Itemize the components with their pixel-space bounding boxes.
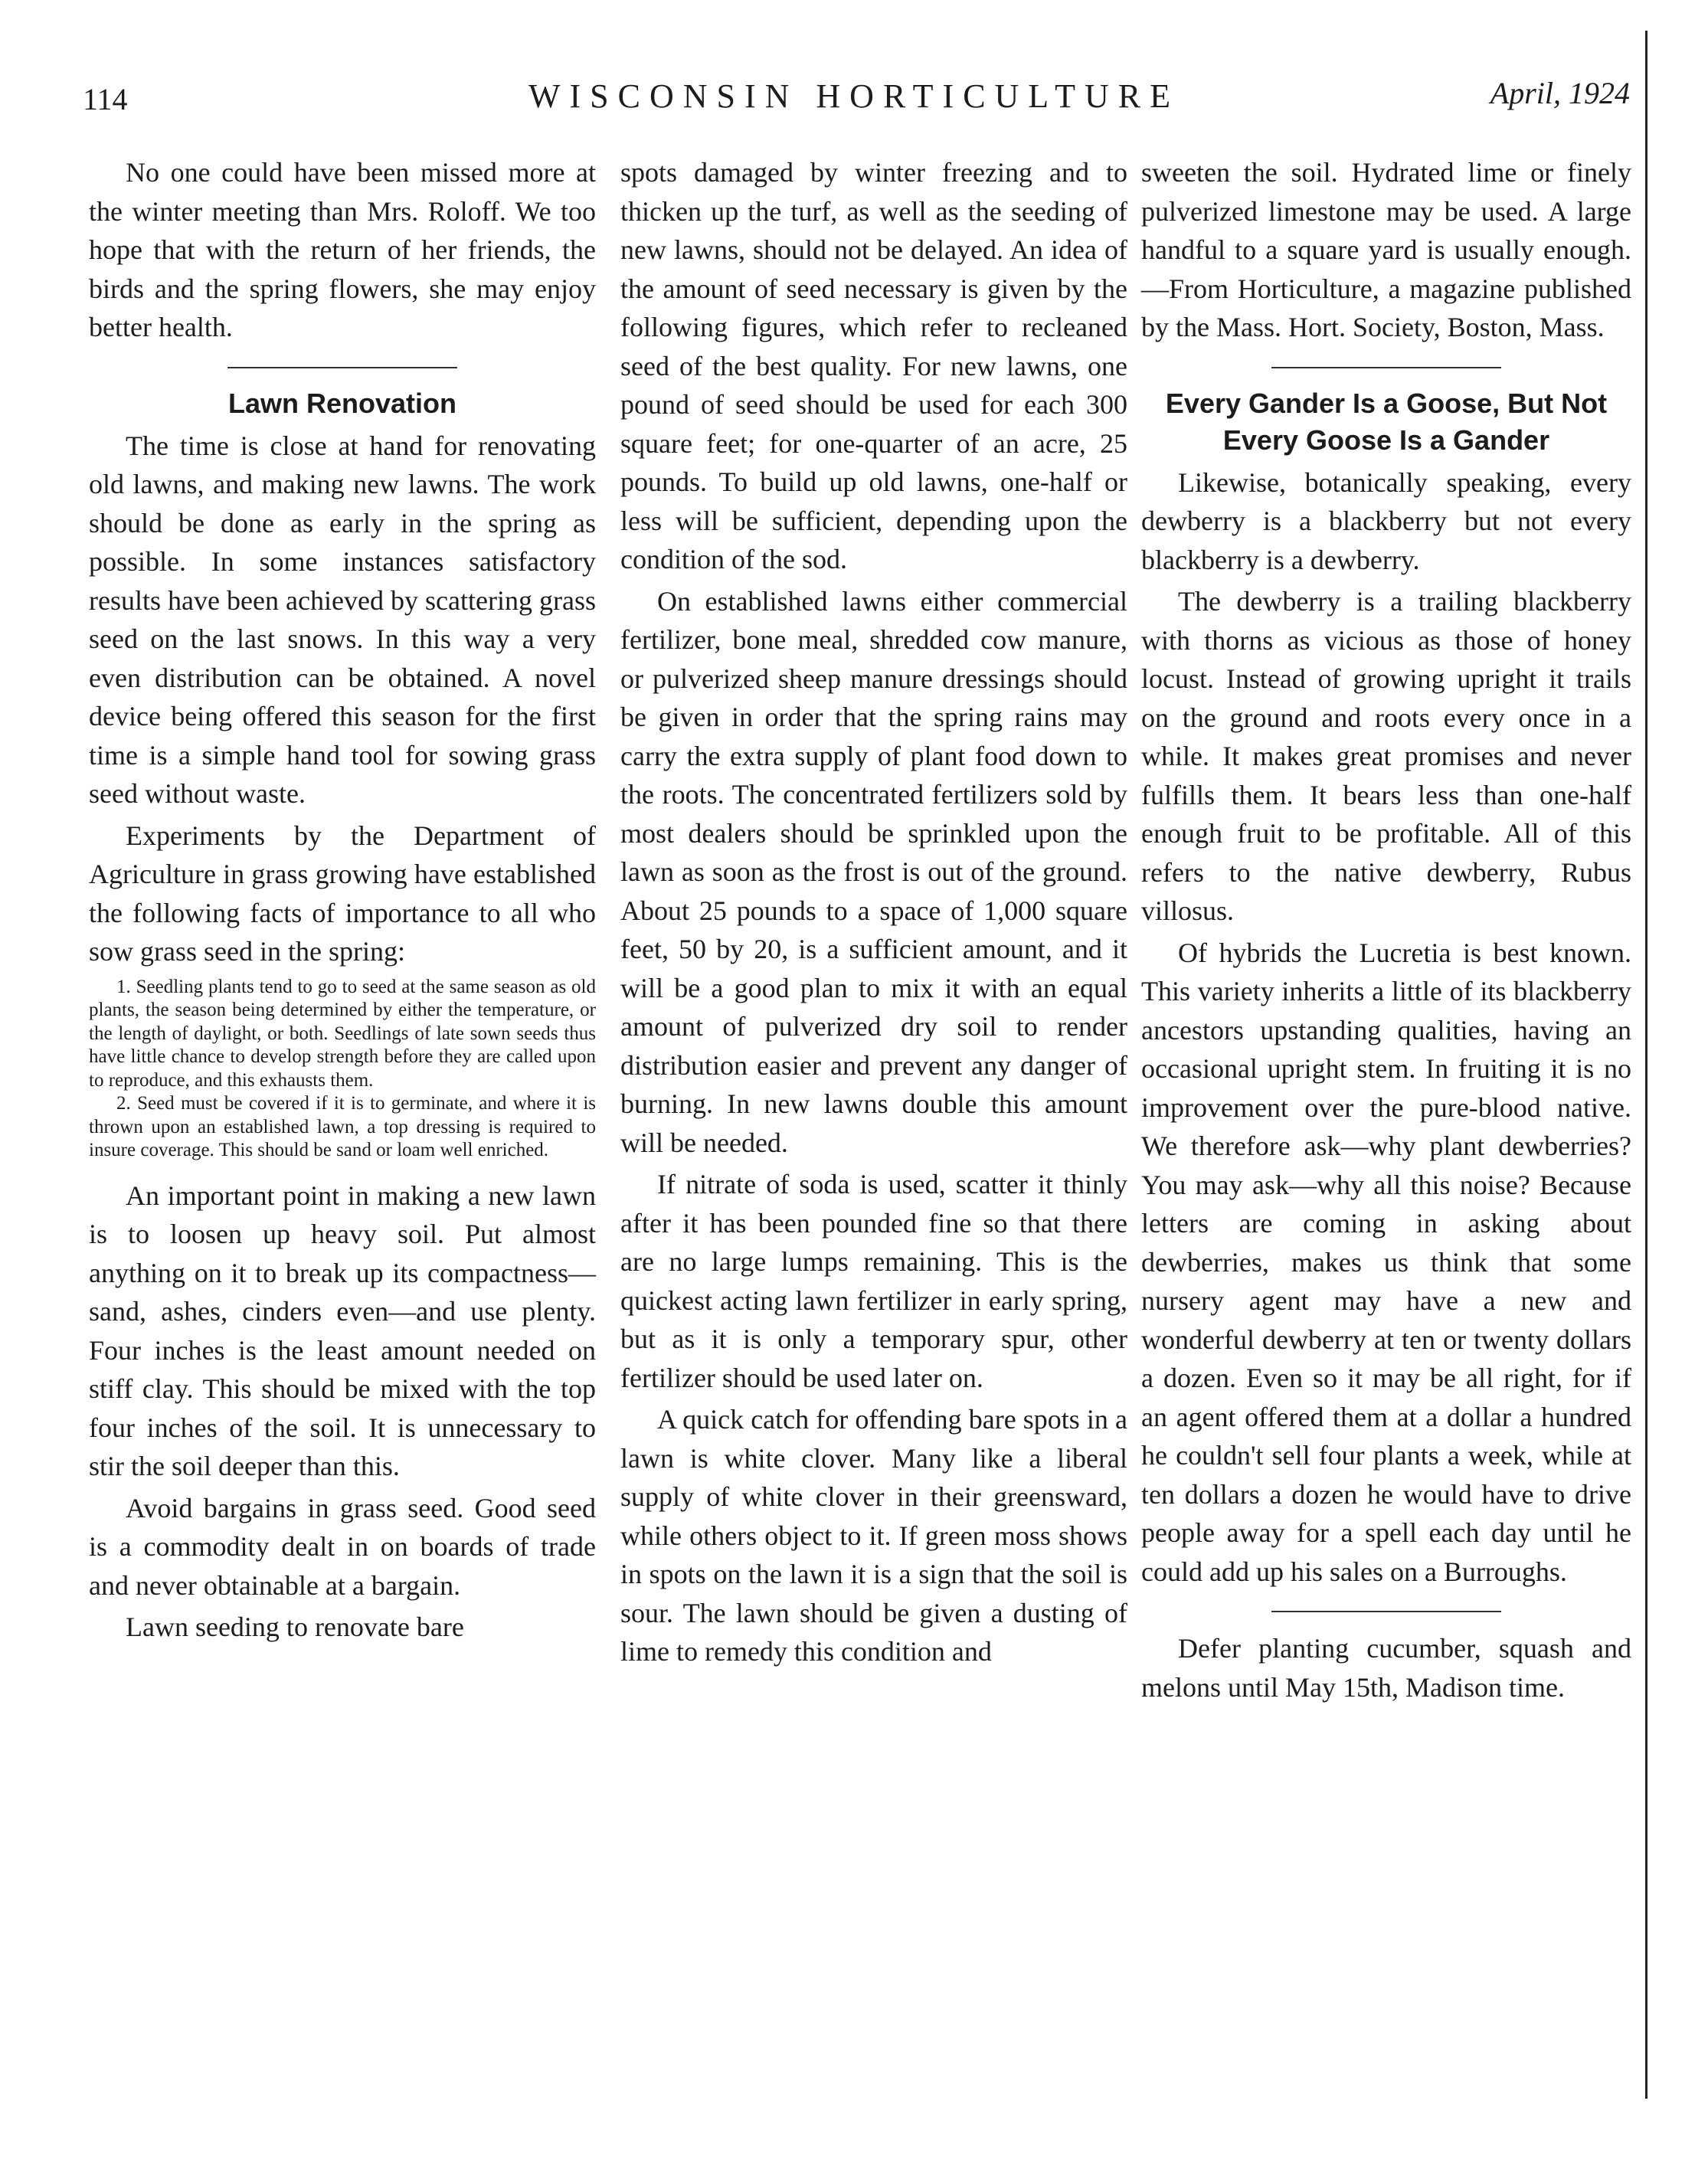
page-number: 114 — [83, 82, 128, 116]
lawn-paragraph-1: The time is close at hand for renovating old lawns, and making new lawns. The work should be done as early in the spring as possible. In some instances satisfactory results have been achieved by scattering grass seed on the last snows. In this way a very even distribution can be obtained. A novel device being offered this season for the first time is a simple hand tool for sowing grass seed without waste. — [89, 430, 596, 809]
section-divider — [1271, 1611, 1501, 1612]
column-2 — [620, 153, 1127, 1674]
column-3 — [1141, 153, 1631, 1710]
lawn-paragraph-7: On established lawns either commercial fertilizer, bone meal, shredded cow manure, or pulverized sheep manure dressings should be given in order that the spring rains may carry the extra supply of plant food down to the roots. The concentrated fertilizers sold by most dealers should be sprinkled upon the lawn as soon as the frost is out of the ground. About 25 pounds to a space of 1,000 square feet, 50 by 20, is a sufficient amount, and it will be a good plan to mix it with an equal amount of pulverized dry soil to render distribution easier and prevent any danger of burning. In new lawns double this amount will be needed. — [620, 585, 1127, 1158]
lawn-paragraph-9: A quick catch for offending bare spots in a lawn is white clover. Many like a liberal supply of white clover in their greensward, while others object to it. If green moss shows in spots on the lawn it is a sign that the soil is sour. The lawn should be given a dusting of lime to remedy this condition and — [620, 1404, 1127, 1667]
right-margin-rule — [1645, 31, 1647, 2099]
lawn-paragraph-4: Avoid bargains in grass seed. Good seed is a commodity dealt in on boards of trade and never obtainable at a bargain. — [89, 1492, 596, 1601]
planting-note: Defer planting cucumber, squash and melons until May 15th, Madison time. — [1141, 1633, 1631, 1703]
experiment-notes — [89, 976, 596, 1163]
lawn-paragraph-3: An important point in making a new lawn is to loosen up heavy soil. Put almost anything on it to break up its compactness—sand, ashes, cinders even—and use plenty. Four inches is the least amount needed on stiff clay. This should be mixed with the top four inches of the soil. It is unnecessary to stir the soil deeper than this. — [89, 1180, 596, 1481]
dewberry-paragraph-2: The dewberry is a trailing blackberry with thorns as vicious as those of honey locust. Instead of growing upright it trails on the ground and roots every once in a while. It makes great promises and never fulfills them. It bears less than one-half enough fruit to be profitable. All of this refers to the native dewberry, Rubus villosus. — [1141, 586, 1631, 926]
roloff-paragraph: No one could have been missed more at the winter meeting than Mrs. Roloff. We too hope that with the return of her friends, the birds and the spring flowers, she may enjoy better health. — [89, 157, 596, 342]
experiment-note-2: 2. Seed must be covered if it is to germinate, and where it is thrown upon an established lawn, a top dressing is required to insure coverage. This should be sand or loam well enriched. — [89, 1093, 596, 1160]
column-1 — [89, 153, 596, 1650]
dewberry-paragraph-1: Likewise, botanically speaking, every dewberry is a blackberry but not every blackberry is a dewberry. — [1141, 466, 1631, 575]
lawn-paragraph-6: spots damaged by winter freezing and to thicken up the turf, as well as the seeding of new lawns, should not be delayed. An idea of the amount of seed necessary is given by the following figures, which refer to recleaned seed of the best quality. For new lawns, one pound of seed should be used for each 300 square feet; for one-quarter of an acre, 25 pounds. To build up old lawns, one-half or less will be sufficient, depending upon the condition of the sod. — [620, 157, 1127, 574]
lawn-renovation-heading: Lawn Renovation — [227, 387, 457, 419]
lawn-paragraph-5: Lawn seeding to renovate bare — [126, 1612, 464, 1642]
section-divider — [227, 367, 457, 368]
dewberry-paragraph-3: Of hybrids the Lucretia is best known. This variety inherits a little of its blackberry ancestors upstanding qualities, having an occasional upright stem. In fruiting it is no improvement over the pure-blood native. We therefore ask—why plant dewberries? You may ask—why all this noise? Because letters are coming in asking about dewberries, makes us think that some nursery agent may have a new and wonderful dewberry at ten or twenty dollars a dozen. Even so it may be all right, for if an agent offered them at a dollar a hundred he couldn't sell four plants a week, while at ten dollars a dozen he would have to drive people away for a spell each day until he could add up his sales on a Burroughs. — [1141, 937, 1631, 1587]
lawn-paragraph-2: Experiments by the Department of Agriculture in grass growing have established the following facts of importance to all who sow grass seed in the spring: — [89, 820, 596, 967]
experiment-note-1: 1. Seedling plants tend to go to seed at the same season as old plants, the season being determined by either the temperature, or the length of daylight, or both. Seedlings of late sown seeds thus have little chance to develop strength before they are called upon to reproduce, and this exhausts them. — [89, 976, 596, 1091]
section-divider — [1271, 367, 1501, 368]
lawn-paragraph-8: If nitrate of soda is used, scatter it thinly after it has been pounded fine so that there are no large lumps remaining. This is the quickest acting lawn fertilizer in early spring, but as it is only a temporary spur, other fertilizer should be used later on. — [620, 1169, 1127, 1393]
issue-date: April, 1924 — [1490, 76, 1630, 110]
page-header — [0, 67, 1708, 121]
dewberry-heading: Every Gander Is a Goose, But Not Every Goose Is a Gander — [1165, 387, 1608, 456]
lawn-paragraph-10: sweeten the soil. Hydrated lime or finely pulverized limestone may be used. A large handful to a square yard is usually enough.—From Horticulture, a magazine published by the Mass. Hort. Society, Boston, Mass. — [1141, 157, 1631, 342]
journal-title: WISCONSIN HORTICULTURE — [528, 77, 1180, 115]
